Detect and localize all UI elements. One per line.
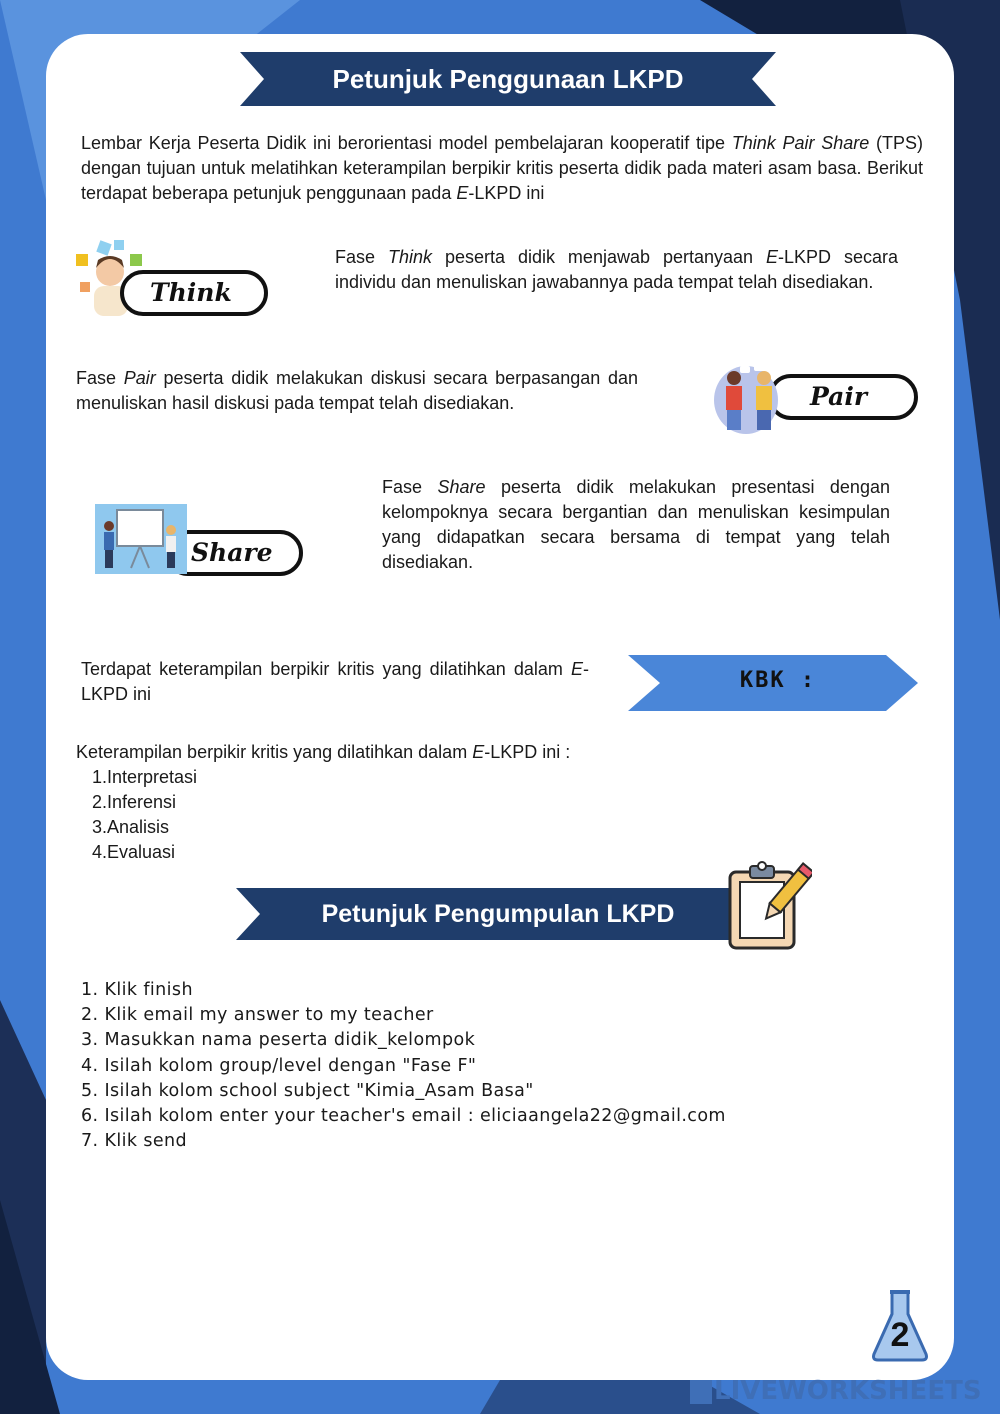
think-text-2: peserta didik menjawab pertanyaan xyxy=(432,247,766,267)
pair-label-pill xyxy=(768,374,918,420)
list-text: Evaluasi xyxy=(107,842,176,862)
think-description xyxy=(335,245,898,295)
intro-text-2: (TPS) dengan tujuan untuk melatihkan keterampilan berpikir kritis peserta didik pada materi asam basa. Berikut terdapat beberapa petunjuk penggunaan pada xyxy=(81,133,923,203)
pair-illustration xyxy=(712,360,918,436)
think-label-pill xyxy=(120,270,268,316)
skills-list xyxy=(90,765,197,865)
page-number-flask xyxy=(870,1288,930,1364)
page-number: 2 xyxy=(890,1316,910,1354)
think-text-e: E xyxy=(765,247,778,267)
list-item xyxy=(90,765,197,790)
liveworksheets-watermark xyxy=(690,1376,990,1408)
share-illustration xyxy=(95,504,305,576)
list-item: 5. Isilah kolom school subject "Kimia_Asam Basa" xyxy=(81,1080,534,1101)
think-text-italic: Think xyxy=(387,247,432,267)
skills-intro-text-1: Keterampilan berpikir kritis yang dilatihkan dalam xyxy=(76,742,473,762)
clipboard-pencil-icon xyxy=(722,858,812,952)
list-item xyxy=(90,840,197,865)
list-item: 4. Isilah kolom group/level dengan "Fase F" xyxy=(81,1055,477,1076)
banner-title: Petunjuk Penggunaan LKPD xyxy=(332,64,684,94)
list-item xyxy=(90,790,197,815)
think-text-1: Fase xyxy=(335,247,388,267)
pair-text-2: peserta didik melakukan diskusi secara berpasangan dan menuliskan hasil diskusi pada tempat telah disediakan. xyxy=(76,368,638,413)
pair-label: Pair xyxy=(810,382,867,411)
pair-description xyxy=(76,366,638,416)
skills-intro-e: E xyxy=(472,742,485,762)
list-text: Analisis xyxy=(107,817,170,837)
kbk-text-2: -LKPD ini xyxy=(81,659,589,704)
list-item: 1. Klik finish xyxy=(81,980,193,1000)
think-label: Think xyxy=(150,278,232,307)
list-number: 2. xyxy=(91,792,107,812)
list-item: 2. Klik email my answer to my teacher xyxy=(81,1005,434,1026)
share-text-1: Fase xyxy=(382,477,438,497)
list-number: 3. xyxy=(91,817,107,837)
think-text-3: -LKPD secara individu dan menuliskan jawabannya pada tempat telah disediakan. xyxy=(335,247,898,292)
list-text: Inferensi xyxy=(107,792,177,812)
list-item: 7. Klik send xyxy=(81,1131,188,1152)
list-number: 4. xyxy=(91,842,107,862)
list-item: 6. Isilah kolom enter your teacher's email : eliciaangela22@gmail.com xyxy=(81,1106,726,1127)
watermark-text: LIVEWORKSHEETS xyxy=(714,1376,982,1406)
kbk-badge-label: KBK : xyxy=(739,668,817,693)
list-item: 3. Masukkan nama peserta didik_kelompok xyxy=(81,1030,476,1051)
kbk-text-1: Terdapat keterampilan berpikir kritis yang dilatihkan dalam xyxy=(81,659,571,679)
kbk-badge xyxy=(628,655,918,711)
list-item xyxy=(90,815,197,840)
list-text: Interpretasi xyxy=(107,767,198,787)
liveworksheets-logo-icon xyxy=(690,1380,712,1404)
kbk-text-e: E xyxy=(570,659,583,679)
usage-instructions-banner xyxy=(240,52,776,106)
share-text-italic: Share xyxy=(437,477,486,497)
skills-intro-text-2: -LKPD ini : xyxy=(484,742,571,762)
skills-intro xyxy=(76,740,776,765)
intro-text-tps: Think Pair Share xyxy=(731,133,870,153)
intro-text-3: -LKPD ini xyxy=(468,183,545,203)
submission-instructions-banner xyxy=(236,888,760,940)
list-number: 1. xyxy=(91,767,107,787)
pair-text-italic: Pair xyxy=(123,368,156,388)
intro-paragraph xyxy=(81,131,923,206)
pair-text-1: Fase xyxy=(76,368,124,388)
two-people-discussing-icon xyxy=(712,360,788,436)
presenter-whiteboard-icon xyxy=(95,504,187,574)
share-description xyxy=(382,475,890,575)
think-illustration xyxy=(74,238,274,320)
submission-steps xyxy=(81,978,726,1154)
intro-text-1: Lembar Kerja Peserta Didik ini berorientasi model pembelajaran kooperatif tipe xyxy=(81,133,732,153)
banner-title: Petunjuk Pengumpulan LKPD xyxy=(321,900,675,928)
share-label: Share xyxy=(191,538,273,567)
kbk-description xyxy=(81,657,589,707)
share-text-2: peserta didik melakukan presentasi dengan kelompoknya secara bergantian dan menuliskan kesimpulan yang didapatkan secara bersama di tempat yang telah disediakan. xyxy=(382,477,890,572)
intro-text-e: E xyxy=(456,183,469,203)
